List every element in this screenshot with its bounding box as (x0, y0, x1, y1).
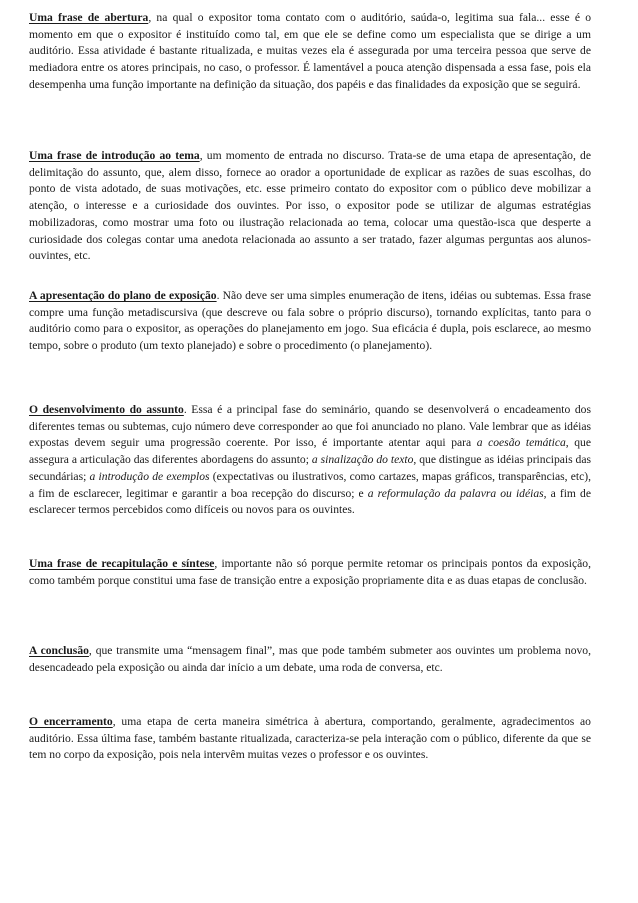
section-body: , que distingue as idéias principais das secundárias; (29, 453, 592, 483)
italic-term: a introdução de exemplos (89, 469, 210, 483)
section-encerramento (29, 714, 591, 764)
section-abertura (29, 10, 591, 94)
section-body: , importante não só porque permite retomar os principais pontos da exposição, como também porque constitui uma fase de transição entre a exposição propriamente dita e as duas etapas de conclusão. (29, 557, 591, 587)
section-conclusao (29, 643, 591, 676)
section-body: (expectativas ou ilustrativos, como cartazes, mapas gráficos, transparências, etc), a fim de esclarecer, legitimar e garantir a boa recepção do discurso; e (29, 469, 592, 500)
section-heading: Uma frase de abertura (29, 11, 149, 24)
section-heading: Uma frase de introdução ao tema (29, 149, 200, 162)
section-plano (29, 288, 591, 355)
section-body: , que transmite uma “mensagem final”, mas que pode também submeter aos ouvintes um problema novo, desencadeado pela exposição ou ainda dar início a um debate, uma roda de conversa, etc. (29, 644, 591, 674)
section-body: , um momento de entrada no discurso. Trata-se de uma etapa de apresentação, de delimitação do assunto, que, alem disso, fornece ao orador a oportunidade de explicar as razões de suas escolhas, do ponto de vista adotado, de suas motivações, etc. esse primeiro contato do expositor com o público deve mobilizar a atenção, o interesse e a curiosidade dos ouvintes. Por isso, o expositor pode se utilizar de algumas estratégias mobilizadoras, como mostrar uma foto ou ilustração relacionada ao tema, colocar uma questão-isca que desperte a curiosidade dos colegas contar uma anedota relacionada ao assunto a ser tratado, fazer algumas perguntas aos alunos-ouvintes, etc. (29, 149, 591, 263)
section-recapitulacao (29, 556, 591, 589)
section-body: , uma etapa de certa maneira simétrica à abertura, comportando, geralmente, agradecimentos ao auditório. Essa última fase, também bastante ritualizada, caracteriza-se pela interação com o público, diferente da que se tem no corpo da exposição, pois nela intervêm muitas vezes o professor e os ouvintes. (29, 715, 591, 762)
section-body: , na qual o expositor toma contato com o auditório, saúda-o, legitima sua fala... esse é o momento em que o expositor é instituído como tal, em que ele se define como um especialista que se dirige a um auditório. Essa atividade é bastante ritualizada, e muitas vezes ela é assegurada por uma terceira pessoa que serve de mediadora entre os atores principais, no caso, o professor. É lamentável a pouca atenção dispensada a essa fase, pois ela desempenha uma função importante na definição da situação, dos papéis e das finalidades da exposição que se seguirá. (29, 11, 591, 91)
section-introducao (29, 148, 591, 265)
section-desenvolvimento (29, 402, 591, 519)
section-heading: O encerramento (29, 715, 113, 728)
section-heading: O desenvolvimento do assunto (29, 403, 184, 416)
section-body: . Essa é a principal fase do seminário, quando se desenvolverá o encadeamento dos diferentes temas ou subtemas, cujo número deve corresponder ao que foi anunciado no plano. Vale lembrar que as idéias expostas devem seguir uma progressão coerente. Por isso, é importante atentar aqui para (29, 403, 591, 450)
section-body: . Não deve ser uma simples enumeração de itens, idéias ou subtemas. Essa frase compre uma função metadiscursiva (que descreve ou fala sobre o próprio discurso), tornando explícitas, tanto para o auditório como para o expositor, as operações do planejamento em jogo. Sua eficácia é dupla, pois esclarece, ao mesmo tempo, sobre o produto (um texto planejado) e sobre o procedimento (o planejamento). (29, 289, 591, 353)
italic-term: a coesão temática (476, 436, 566, 450)
italic-term: a sinalização do texto (311, 453, 414, 467)
italic-term: a reformulação da palavra ou idéias (367, 486, 544, 500)
section-body: , a fim de esclarecer termos percebidos como difíceis ou novos para os ouvintes. (29, 486, 591, 517)
section-heading: A apresentação do plano de exposição (29, 289, 217, 302)
section-body: , que assegura a articulação das diferentes abordagens do assunto; (29, 436, 591, 467)
section-heading: A conclusão (29, 644, 89, 657)
section-heading: Uma frase de recapitulação e síntese (29, 557, 215, 570)
